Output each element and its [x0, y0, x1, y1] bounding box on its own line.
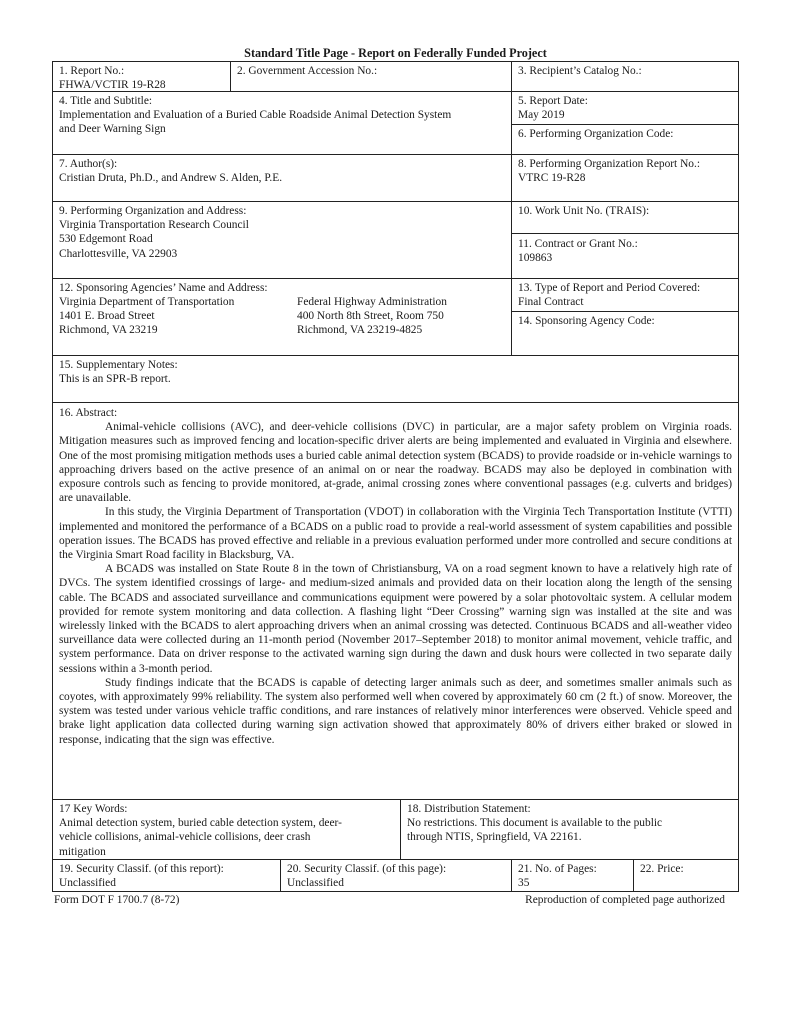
field-16-abstract: [53, 403, 738, 800]
field-label: 3. Recipient’s Catalog No.:: [518, 65, 642, 77]
field-label: 6. Performing Organization Code:: [518, 128, 674, 140]
field-value: Unclassified: [287, 877, 344, 890]
field-7-authors: [53, 155, 512, 202]
agency-name: Federal Highway Administration: [297, 296, 447, 308]
field-14-agency-code: [512, 312, 738, 356]
field-label: 2. Government Accession No.:: [237, 65, 378, 77]
field-label: 4. Title and Subtitle:: [59, 95, 153, 107]
org-name: Virginia Transportation Research Council: [59, 219, 249, 232]
agency-vdot: [59, 295, 234, 338]
abstract-paragraph: In this study, the Virginia Department of Transportation (VDOT) in collaboration with the Virginia Tech Transportation Institute (VTTI) implemented and monitored the performance of a BCADS on a public road to provide a real-world assessment of system capabilities and possible operation issues. The BCADS has proved effective and reliable in a previous evaluation performed under more controlled and secure conditions at the Virginia Smart Road facility in Blacksburg, VA.: [59, 506, 732, 562]
field-label: 16. Abstract:: [59, 407, 118, 419]
form-id: Form DOT F 1700.7 (8-72): [54, 894, 180, 906]
field-label: 12. Sponsoring Agencies’ Name and Address:: [59, 282, 268, 294]
field-label: 17 Key Words:: [59, 803, 128, 815]
field-20-security-page: [281, 860, 512, 891]
field-label: 22. Price:: [640, 863, 684, 875]
field-19-security-report: [53, 860, 281, 891]
field-label: 20. Security Classif. (of this page):: [287, 863, 447, 875]
agency-city: Richmond, VA 23219: [59, 324, 158, 337]
field-22-price: [634, 860, 738, 891]
field-18-distribution: [401, 800, 738, 860]
agency-fhwa: [297, 295, 447, 338]
field-3-catalog-no: [512, 62, 738, 92]
field-13-report-type: [512, 279, 738, 312]
field-value: May 2019: [518, 109, 565, 122]
abstract-paragraph: Animal-vehicle collisions (AVC), and deer-vehicle collisions (DVC) in particular, are a major safety problem on Virginia roads. Mitigation measures such as improved fencing and location-specific driver alerts are being implemented and evaluated in Virginia and elsewhere. One of the most promising mitigation methods uses a buried cable animal detection system (BCADS) to provide roadside or in-vehicle warnings to approaching drivers based on the active presence of an animal on or near the roadway. BCADS may also be deployed in combination with exposure controls such as fencing to provide monitored, at-grade, animal crossing zones where conventional passages (e.g. culverts and bridges) are unavailable.: [59, 421, 732, 505]
field-value: 109863: [518, 252, 553, 265]
field-17-key-words: [53, 800, 401, 860]
field-label: 13. Type of Report and Period Covered:: [518, 282, 701, 294]
page-title: Standard Title Page - Report on Federally Funded Project: [244, 46, 547, 60]
field-label: 14. Sponsoring Agency Code:: [518, 315, 655, 327]
title-page-form: [52, 61, 739, 892]
field-4-title: [53, 92, 512, 155]
abstract-paragraph: Study findings indicate that the BCADS is capable of detecting larger animals such as deer, and sometimes smaller animals such as coyotes, with approximately 99% reliability. The system also performed well when covered by approximately 60 cm (2 ft.) of snow. Moreover, the system was tested under various vehicle traffic conditions, and rare instances of relatively minor interferences were observed. Vehicle speed and brake light application data collected during warning sign activation showed that approximately 80% of drivers either braked or slowed in response, indicating that the sign was effective.: [59, 676, 732, 746]
field-5-report-date: [512, 92, 738, 125]
field-value: Final Contract: [518, 296, 584, 309]
field-label: 9. Performing Organization and Address:: [59, 205, 247, 217]
reproduction-note: Reproduction of completed page authorized: [525, 894, 725, 906]
field-label: 10. Work Unit No. (TRAIS):: [518, 205, 650, 217]
agency-name: Virginia Department of Transportation: [59, 296, 235, 308]
field-8-org-report-no: [512, 155, 738, 202]
agency-street: 1401 E. Broad Street: [59, 310, 155, 323]
field-label: 11. Contract or Grant No.:: [518, 238, 638, 250]
field-label: 18. Distribution Statement:: [407, 803, 531, 815]
field-15-supplementary-notes: [53, 356, 738, 403]
field-value: Cristian Druta, Ph.D., and Andrew S. Alden, P.E.: [59, 172, 283, 185]
org-city: Charlottesville, VA 22903: [59, 247, 178, 260]
abstract-paragraph: A BCADS was installed on State Route 8 in the town of Christiansburg, VA on a road segment known to have a relatively high rate of DVCs. The system identified crossings of large- and medium-sized animals and provided data on their location along the length of the sensing cable. The BCADS and associated surveillance and communications equipment were powered by a solar photovoltaic system. A cellular modem provided for remote system monitoring and data collection. A flashing light “Deer Crossing” warning sign was installed at the site and was wirelessly linked with the BCADS to alert approaching drivers when an animal crossing was detected. Continuous BCADS and all-weather video surveillance data were collected during an 11-month period (November 2017–September 2018) to monitor animal movement, vehicle traffic, and system performance. Data on driver response to the activated warning sign during the dawn and dusk hours were collected in two separate daily sessions within a 3-month period.: [59, 563, 732, 675]
field-value: VTRC 19-R28: [518, 172, 586, 185]
field-value: This is an SPR-B report.: [59, 373, 171, 386]
field-9-performing-org: [53, 202, 512, 279]
field-label: 5. Report Date:: [518, 95, 588, 107]
field-label: 21. No. of Pages:: [518, 863, 597, 875]
field-2-accession-no: [231, 62, 512, 92]
field-label: 8. Performing Organization Report No.:: [518, 158, 701, 170]
key-words-line: mitigation: [59, 845, 106, 858]
field-label: 19. Security Classif. (of this report):: [59, 863, 224, 875]
field-21-page-count: [512, 860, 634, 891]
agency-city: Richmond, VA 23219-4825: [297, 324, 423, 337]
field-value: 35: [518, 877, 530, 890]
report-title-line: Implementation and Evaluation of a Buried Cable Roadside Animal Detection System: [59, 109, 452, 122]
field-11-contract-no: [512, 234, 738, 279]
org-street: 530 Edgemont Road: [59, 233, 153, 246]
field-6-org-code: [512, 125, 738, 155]
field-value: FHWA/VCTIR 19-R28: [59, 79, 166, 92]
key-words-line: vehicle collisions, animal-vehicle collisions, deer crash: [59, 831, 311, 844]
field-12-sponsoring-agencies: [53, 279, 512, 356]
field-label: 7. Author(s):: [59, 158, 118, 170]
report-title-line: and Deer Warning Sign: [59, 123, 166, 136]
field-label: 1. Report No.:: [59, 65, 125, 77]
field-1-report-no: [53, 62, 231, 92]
field-10-work-unit: [512, 202, 738, 234]
field-value: Unclassified: [59, 877, 116, 890]
distribution-line: No restrictions. This document is available to the public: [407, 817, 663, 830]
key-words-line: Animal detection system, buried cable detection system, deer-: [59, 817, 342, 830]
field-label: 15. Supplementary Notes:: [59, 359, 178, 371]
agency-street: 400 North 8th Street, Room 750: [297, 310, 444, 323]
distribution-line: through NTIS, Springfield, VA 22161.: [407, 831, 582, 844]
